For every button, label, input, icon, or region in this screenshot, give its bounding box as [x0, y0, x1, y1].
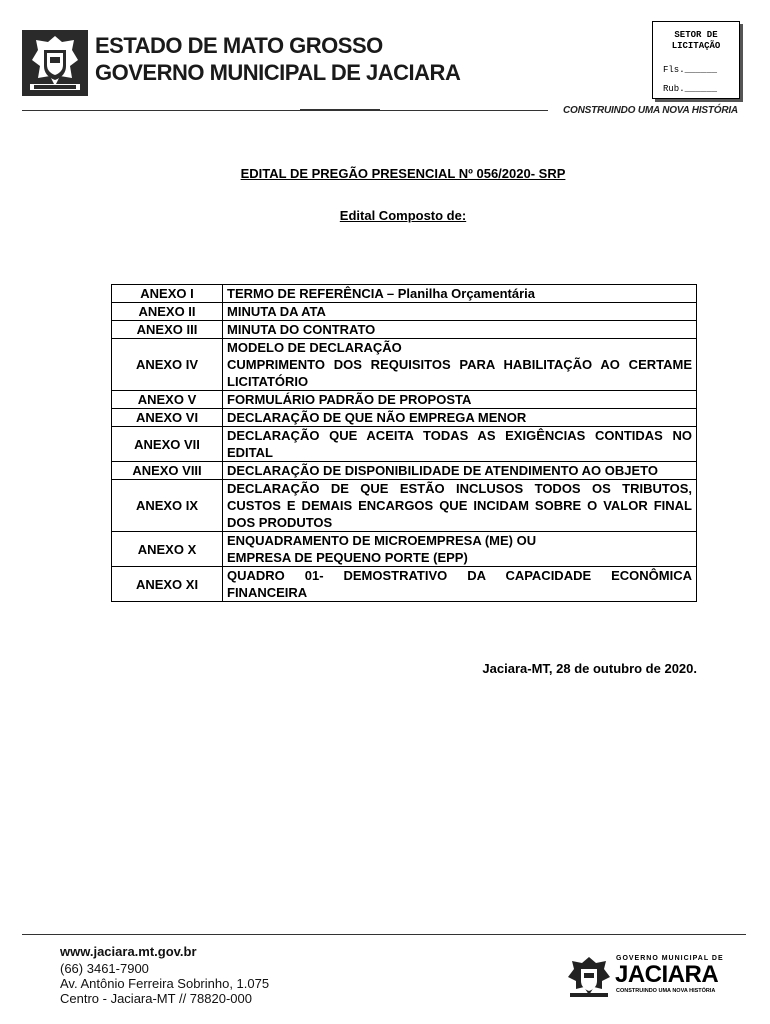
- annex-description: [223, 480, 697, 532]
- annex-description: [223, 391, 697, 409]
- document-title: EDITAL DE PREGÃO PRESENCIAL Nº 056/2020- SRP: [240, 166, 566, 181]
- annex-row: [112, 303, 697, 321]
- annex-row: [112, 321, 697, 339]
- annex-row: [112, 480, 697, 532]
- annex-label: ANEXO VII: [112, 427, 223, 462]
- annex-description-line: MODELO DE DECLARAÇÃO: [227, 340, 402, 355]
- annex-row: [112, 427, 697, 462]
- annex-description: [223, 303, 697, 321]
- annex-table: [111, 284, 697, 602]
- annex-description: [223, 321, 697, 339]
- annex-label: ANEXO XI: [112, 567, 223, 602]
- annex-description: [223, 409, 697, 427]
- header-divider: [22, 110, 548, 111]
- footer-website-link[interactable]: www.jaciara.mt.gov.br: [60, 944, 197, 959]
- stamp-fls: Fls.______: [663, 65, 718, 75]
- footer-address: Av. Antônio Ferreira Sobrinho, 1.075: [60, 976, 270, 991]
- annex-row: [112, 462, 697, 480]
- annex-label: ANEXO IX: [112, 480, 223, 532]
- footer-divider: [22, 934, 746, 935]
- annex-row: [112, 532, 697, 567]
- document-subtitle: Edital Composto de:: [339, 208, 467, 223]
- annex-description-line: DECLARAÇÃO DE QUE ESTÃO INCLUSOS TODOS OS TRIBUTOS, CUSTOS E DEMAIS ENCARGOS QUE INCIDAM SOBRE O VALOR FINAL DOS PRODUTOS: [227, 481, 692, 530]
- annex-description-line: DECLARAÇÃO DE QUE NÃO EMPREGA MENOR: [227, 410, 527, 425]
- annex-description-line: CUMPRIMENTO DOS REQUISITOS PARA HABILITAÇÃO AO CERTAME LICITATÓRIO: [227, 357, 692, 389]
- annex-label: ANEXO III: [112, 321, 223, 339]
- annex-label: ANEXO VI: [112, 409, 223, 427]
- annex-description-line: DECLARAÇÃO DE DISPONIBILIDADE DE ATENDIMENTO AO OBJETO: [227, 463, 658, 478]
- annex-row: [112, 567, 697, 602]
- annex-row: [112, 391, 697, 409]
- footer-logo-slogan: CONSTRUINDO UMA NOVA HISTÓRIA: [616, 988, 716, 994]
- annex-description: [223, 532, 697, 567]
- annex-description: [223, 567, 697, 602]
- stamp-line-2: LICITAÇÃO: [671, 41, 721, 51]
- annex-label: ANEXO I: [112, 285, 223, 303]
- government-name: GOVERNO MUNICIPAL DE JACIARA: [95, 60, 461, 85]
- annex-description-line: DECLARAÇÃO QUE ACEITA TODAS AS EXIGÊNCIAS CONTIDAS NO EDITAL: [227, 428, 692, 460]
- annex-label: ANEXO V: [112, 391, 223, 409]
- stamp-line-1: SETOR DE: [674, 30, 718, 40]
- state-name: ESTADO DE MATO GROSSO: [95, 33, 383, 58]
- footer-logo-name: JACIARA: [615, 961, 719, 988]
- footer-logo-gov: GOVERNO MUNICIPAL DE: [616, 955, 724, 962]
- header-divider-accent: [300, 109, 380, 111]
- municipal-coat-of-arms-icon: [22, 30, 88, 96]
- annex-description-line: EMPRESA DE PEQUENO PORTE (EPP): [227, 550, 468, 565]
- annex-description-line: FORMULÁRIO PADRÃO DE PROPOSTA: [227, 392, 472, 407]
- annex-label: ANEXO II: [112, 303, 223, 321]
- jaciara-logo-icon: [566, 955, 612, 999]
- annex-description: [223, 427, 697, 462]
- annex-row: [112, 409, 697, 427]
- annex-description-line: MINUTA DA ATA: [227, 304, 326, 319]
- annex-description-line: ENQUADRAMENTO DE MICROEMPRESA (ME) OU: [227, 533, 537, 548]
- licitacao-stamp: [652, 21, 740, 99]
- annex-description-line: TERMO DE REFERÊNCIA – Planilha Orçamentária: [227, 286, 535, 301]
- annex-row: [112, 285, 697, 303]
- annex-description: [223, 339, 697, 391]
- annex-description-line: QUADRO 01- DEMOSTRATIVO DA CAPACIDADE ECONÔMICA FINANCEIRA: [227, 568, 692, 600]
- annex-description-line: MINUTA DO CONTRATO: [227, 322, 376, 337]
- annex-label: ANEXO IV: [112, 339, 223, 391]
- header-slogan: CONSTRUINDO UMA NOVA HISTÓRIA: [563, 105, 738, 116]
- annex-label: ANEXO VIII: [112, 462, 223, 480]
- annex-label: ANEXO X: [112, 532, 223, 567]
- stamp-rub: Rub.______: [663, 84, 718, 94]
- footer-city: Centro - Jaciara-MT // 78820-000: [60, 991, 252, 1006]
- dateline: Jaciara-MT, 28 de outubro de 2020.: [482, 661, 697, 676]
- annex-description: [223, 462, 697, 480]
- annex-row: [112, 339, 697, 391]
- footer-phone: (66) 3461-7900: [60, 961, 149, 976]
- annex-description: [223, 285, 697, 303]
